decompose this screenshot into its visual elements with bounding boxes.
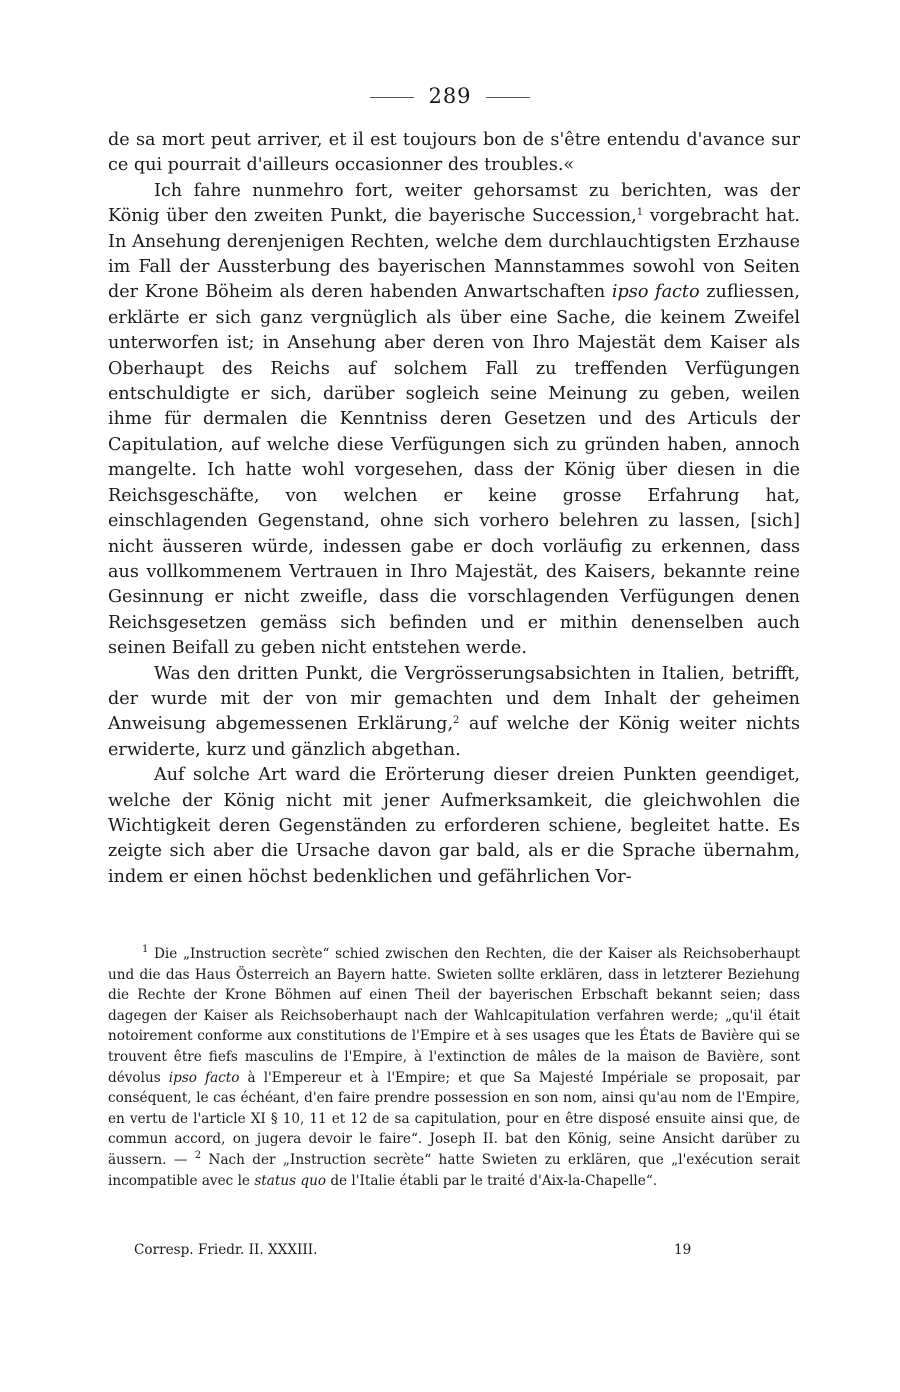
- page-number: 289: [428, 84, 472, 108]
- page-header: [0, 84, 900, 108]
- footnote-ref-1[interactable]: 1: [636, 207, 644, 219]
- paragraph-4: Auf solche Art ward die Erörterung dieser dreien Punkten geendiget, welche der König nicht mit jener Aufmerksamkeit, die gleichwohlen die Wichtigkeit deren Gegenständen zu erforderen schiene, begleitet hatte. Es zeigte sich aber die Ursache davon gar bald, als er die Sprache übernahm, indem er einen höchst bedenklichen und gefährlichen Vor-: [108, 765, 800, 887]
- footnote-ref-2[interactable]: 2: [453, 715, 460, 727]
- signature-mark: 19: [674, 1242, 692, 1258]
- header-rule-right: [486, 97, 530, 98]
- paragraph-1: de sa mort peut arriver, et il est toujours bon de s'être entendu d'avance sur ce qui pourrait d'ailleurs occasionner des troubles.«: [108, 130, 800, 176]
- page-footer: [134, 1242, 694, 1258]
- main-text: [108, 128, 800, 890]
- paragraph-2: Ich fahre nunmehro fort, weiter gehorsamst zu berichten, was der König über den zweiten Punkt, die bayerische Succession,$^1$ vorgebracht hat. In Ansehung derenjenigen Rechten, welche dem durchlauchtigsten Erzhause im Fall der Aussterbung des bayerischen Mannstammes sowohl von Seiten der Krone Böheim als deren habenden Anwartschaften ipso facto zufliessen, erklärte er sich ganz vergnüglich als über eine Sache, die keinem Zweifel unterworfen ist; in Ansehung aber deren von Ihro Majestät dem Kaiser als Oberhaupt des Reichs auf solchem Fall zu treffenden Verfügungen entschuldigte er sich, darüber sogleich seine Meinung zu geben, weilen ihme für dermalen die Kenntniss deren Gesetzen und des Articuls der Capitulation, auf welche diese Verfügungen sich zu gründen haben, annoch mangelte. Ich hatte wohl vorgesehen, dass der König über diesen in die Reichsgeschäfte, von welchen er keine grosse Erfahrung hat, einschlagenden Gegenstand, ohne sich vorhero belehren zu lassen, [sich] nicht äusseren würde, indessen gabe er doch vorläufig zu erkennen, dass aus vollkommenem Vertrauen in Ihro Majestät, des Kaisers, bekannte reine Gesinnung er nicht zweifle, dass die vorschlagenden Verfügungen denen Reichsgesetzen gemäss sich befinden und er mithin denenselben auch seinen Beifall zu geben nicht entstehen werde.: [108, 180, 801, 659]
- footnotes: [108, 944, 800, 1191]
- footnote-2-marker: 2: [194, 1149, 202, 1161]
- paragraph-3: Was den dritten Punkt, die Vergrösserungsabsichten in Italien, betrifft, der wurde mit der von mir gemachten und dem Inhalt der geheimen Anweisung abgemessenen Erklärung,$^2$ auf welche der König weiter nichts erwiderte, kurz und gänzlich abgethan.: [108, 663, 800, 760]
- header-rule-left: [370, 97, 414, 98]
- footnote-1: $^1$ Die „Instruction secrète“ schied zwischen den Rechten, die der Kaiser als Reichsoberhaupt und die das Haus Österreich an Bayern hatte. Swieten sollte erklären, dass in letzterer Beziehung die Rechte der Krone Böhmen auf einen Theil der bayerischen Erbschaft bekannt seien; dass dagegen der Kaiser als Reichsoberhaupt nach der Wahlcapitulation verfahren werde; „qu'il était notoirement conforme aux constitutions de l'Empire et à ses usages que les États de Bavière qui se trouvent être fiefs masculins de l'Empire, à l'extinction de mâles de la maison de Bavière, sont dévolus ipso facto à l'Empereur et à l'Empire; et que Sa Majesté Impériale se proposait, par conséquent, le cas échéant, d'en faire prendre possession en son nom, ainsi qu'au nom de l'Empire, en vertu de l'article XI § 10, 11 et 12 de sa capitulation, pour en être disposé ensuite ainsi que, de commun accord, on jugera devoir le faire“. Joseph II. bat den König, seine Ansicht darüber zu äussern. — $^2$ Nach der „Instruction secrète“ hatte Swieten zu erklären, que „l'exécution serait incompatible avec le status quo de l'Italie établi par le traité d'Aix-la-Chapelle“.: [108, 944, 800, 1189]
- source-line: Corresp. Friedr. II. XXXIII.: [134, 1242, 318, 1258]
